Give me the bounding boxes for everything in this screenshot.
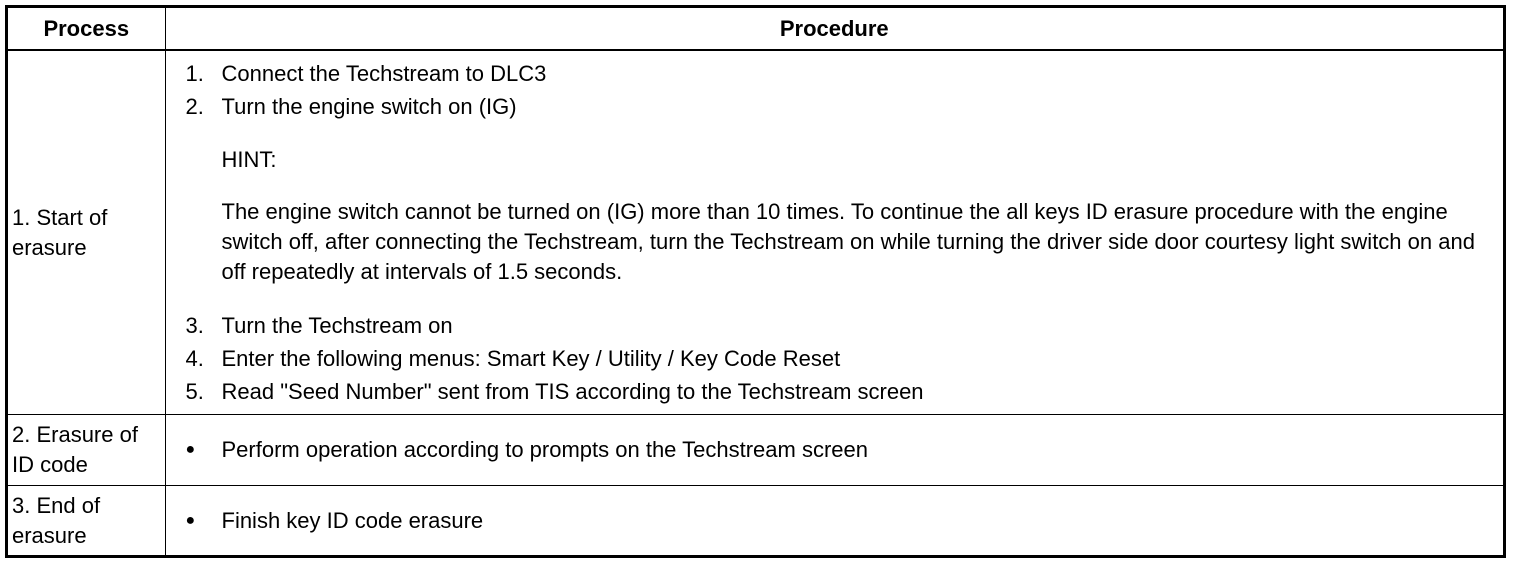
- bullet-dot-icon: ●: [185, 441, 196, 459]
- bullet-item: [186, 506, 1494, 536]
- process-label-line1: 1. Start of: [12, 204, 108, 230]
- bullet-text: Finish key ID code erasure: [221, 507, 484, 533]
- step-text: Turn the engine switch on (IG): [221, 94, 517, 120]
- bullet-dot-icon: ●: [185, 511, 196, 529]
- step-text: Connect the Techstream to DLC3: [221, 61, 547, 87]
- bullet-item: [186, 435, 1494, 465]
- bullet-text: Perform operation according to prompts on the Techstream screen: [221, 437, 868, 463]
- header-process: Process: [8, 8, 165, 50]
- process-cell: [8, 486, 165, 555]
- process-label-line1: 3. End of: [12, 492, 101, 518]
- steps-after-hint: [186, 309, 1494, 408]
- step-number: 1.: [185, 61, 204, 87]
- procedure-table-grid: [8, 8, 1503, 555]
- step-item: [186, 309, 1494, 342]
- procedure-cell: [165, 414, 1503, 485]
- step-text: Enter the following menus: Smart Key / Utility / Key Code Reset: [221, 346, 841, 372]
- step-number: 3.: [185, 313, 204, 339]
- table-row: [8, 50, 1503, 414]
- step-item: [186, 375, 1494, 408]
- table-row: [8, 414, 1503, 485]
- step-item: [186, 342, 1494, 375]
- header-row: [8, 8, 1503, 50]
- step-number: 5.: [185, 379, 204, 405]
- process-label-line2: ID code: [12, 452, 88, 478]
- step-number: 4.: [185, 346, 204, 372]
- procedure-cell: [165, 486, 1503, 555]
- step-text: Read "Seed Number" sent from TIS according to the Techstream screen: [221, 379, 924, 405]
- table-row: [8, 486, 1503, 555]
- hint-text: The engine switch cannot be turned on (IG) more than 10 times. To continue the all keys ID erasure procedure with the engine switch off, after connecting the Techstream, turn the Techstream on while turning the driver side door courtesy light switch on and off repeatedly at intervals of 1.5 seconds.: [221, 199, 1475, 285]
- process-label-line1: 2. Erasure of: [12, 422, 138, 448]
- hint-label: HINT:: [221, 147, 277, 173]
- procedure-table: [5, 5, 1506, 558]
- step-text: Turn the Techstream on: [221, 313, 453, 339]
- process-label-line2: erasure: [12, 522, 87, 548]
- process-label-line2: erasure: [12, 234, 87, 260]
- header-procedure: Procedure: [165, 8, 1503, 50]
- process-cell: [8, 414, 165, 485]
- process-cell: [8, 50, 165, 414]
- procedure-cell: [165, 50, 1503, 414]
- step-item: [186, 57, 1494, 90]
- step-item: [186, 90, 1494, 123]
- step-number: 2.: [185, 94, 204, 120]
